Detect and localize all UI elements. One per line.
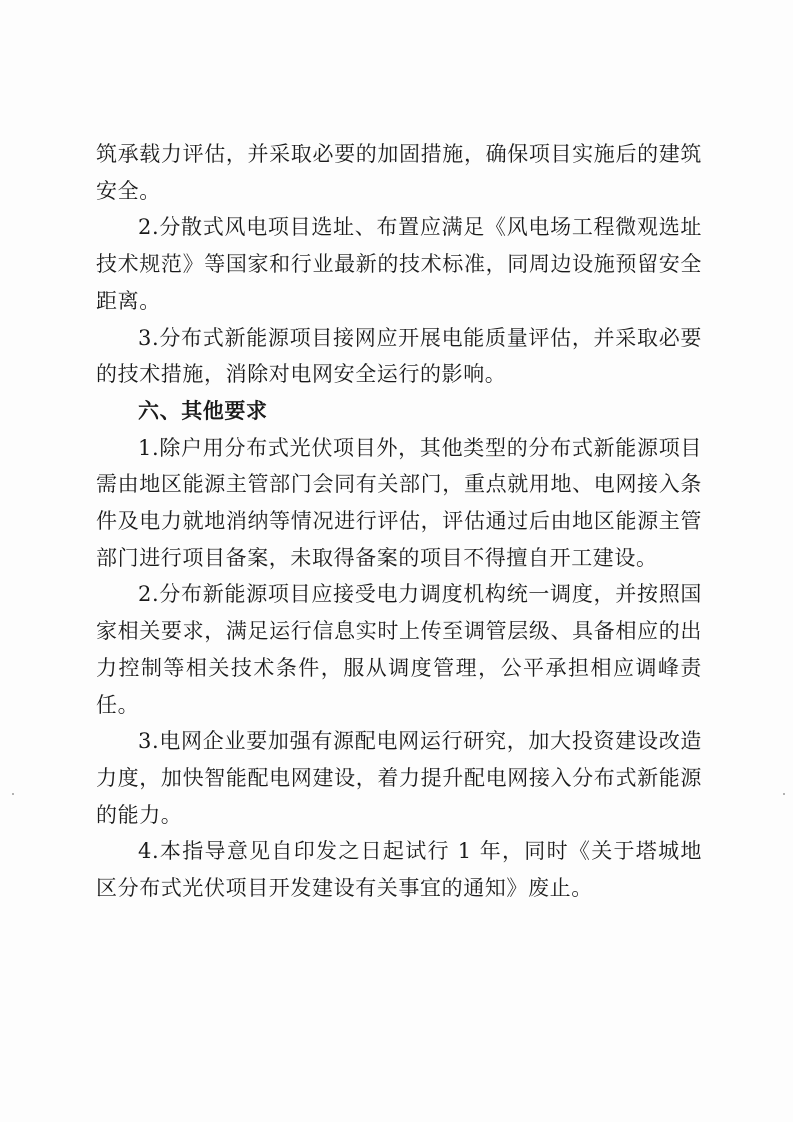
paragraph-continuation: 筑承载力评估，并采取必要的加固措施，确保项目实施后的建筑安全。: [96, 142, 702, 203]
scan-speck: [12, 793, 14, 795]
document-body: [96, 136, 702, 907]
paragraph-other-item-3: 3.电网企业要加强有源配电网运行研究，加大投资建设改造力度，加快智能配电网建设，着力提升配电网接入分布式新能源的能力。: [96, 729, 702, 827]
section-heading-other-requirements: 六、其他要求: [138, 398, 268, 423]
scan-speck: [783, 793, 785, 795]
paragraph-other-item-1: 1.除户用分布式光伏项目外，其他类型的分布式新能源项目需由地区能源主管部门会同有关部门，重点就用地、电网接入条件及电力就地消纳等情况进行评估，评估通过后由地区能源主管部门进行项目备案，未取得备案的项目不得擅自开工建设。: [96, 435, 702, 570]
paragraph-item-2-wind-siting: 2.分散式风电项目选址、布置应满足《风电场工程微观选址技术规范》等国家和行业最新的技术标准，同周边设施预留安全距离。: [96, 215, 702, 313]
paragraph-item-3-power-quality: 3.分布式新能源项目接网应开展电能质量评估，并采取必要的技术措施，消除对电网安全运行的影响。: [96, 325, 702, 387]
paragraph-other-item-2: 2.分布新能源项目应接受电力调度机构统一调度，并按照国家相关要求，满足运行信息实时上传至调管层级、具备相应的出力控制等相关技术条件，服从调度管理，公平承担相应调峰责任。: [96, 582, 702, 717]
paragraph-other-item-4: 4.本指导意见自印发之日起试行 1 年，同时《关于塔城地区分布式光伏项目开发建设有关事宜的通知》废止。: [96, 839, 702, 901]
